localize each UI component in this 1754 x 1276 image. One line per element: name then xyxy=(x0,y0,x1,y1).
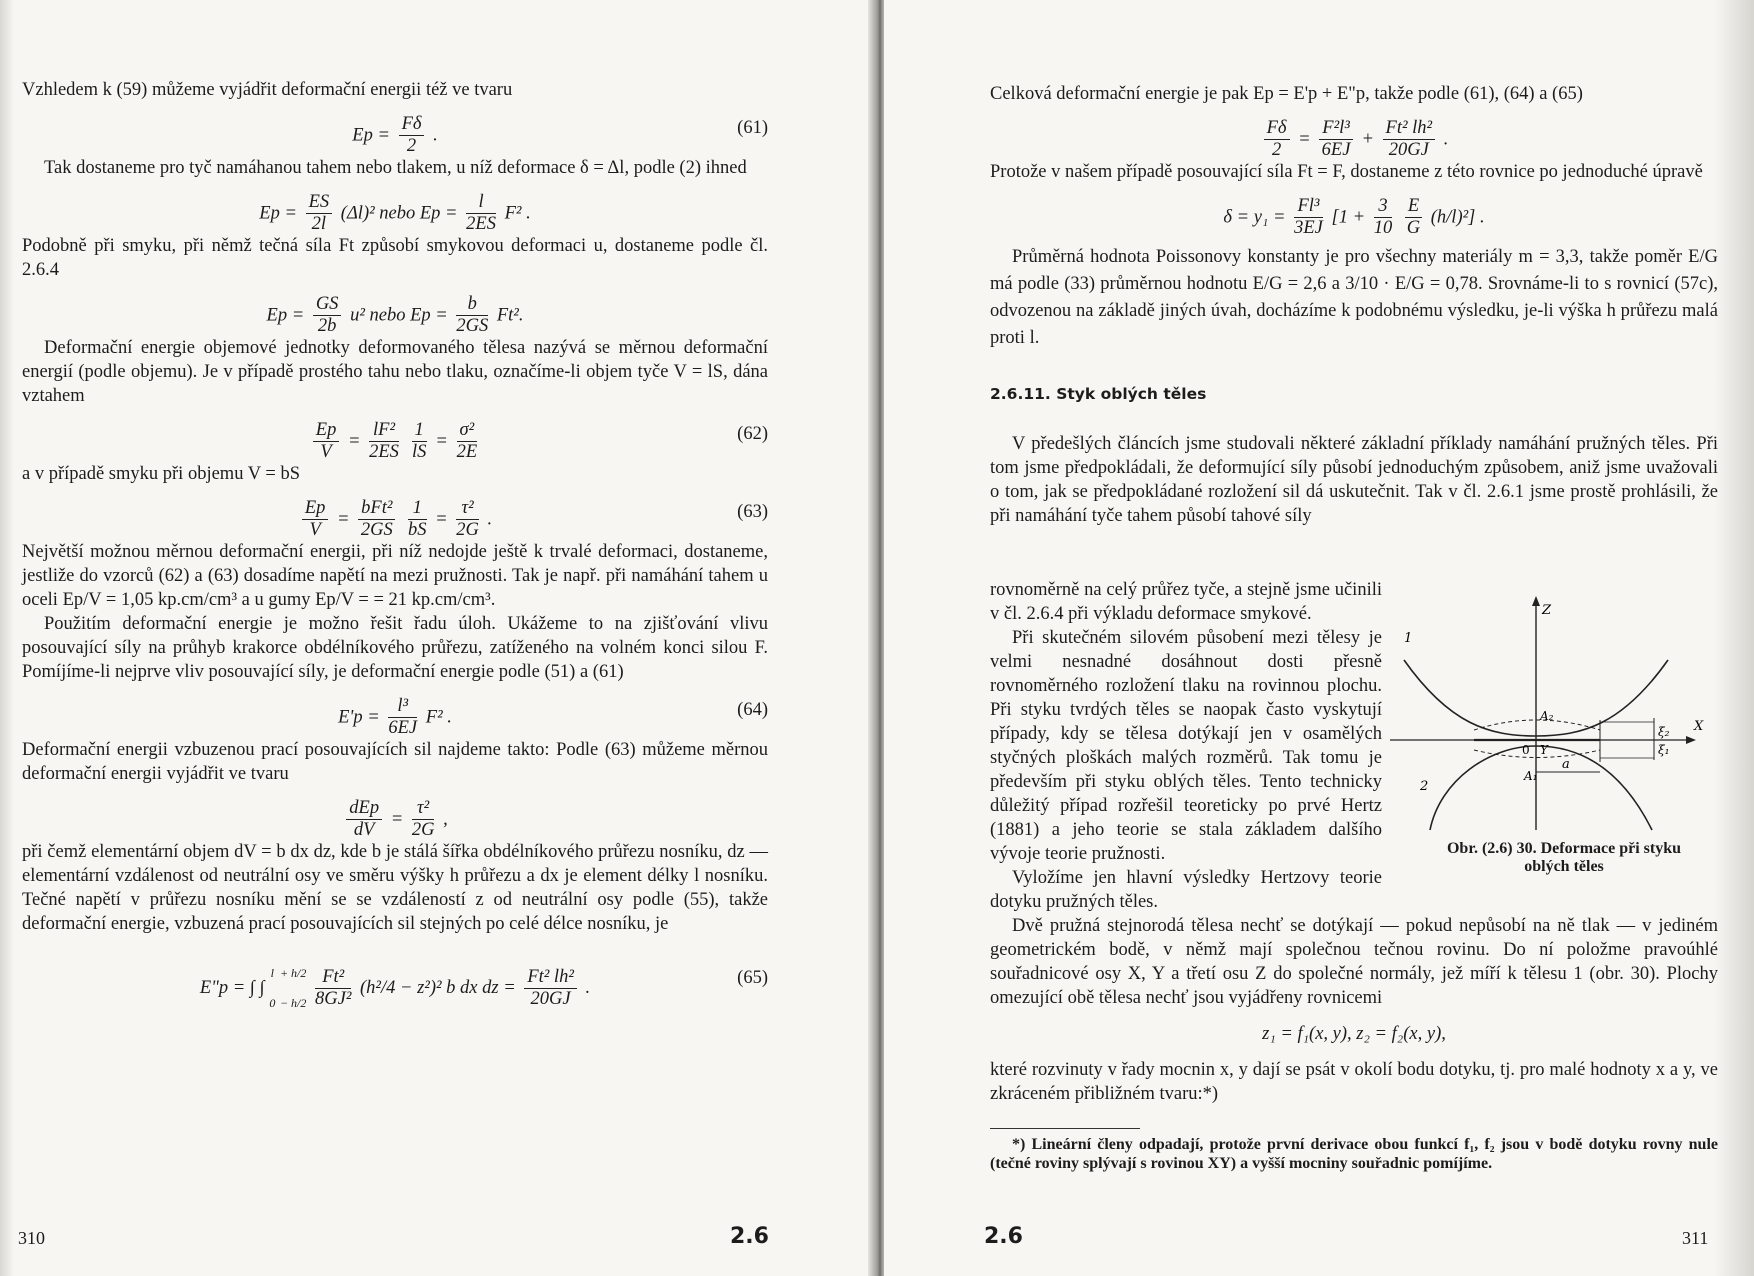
right-text-column-narrow xyxy=(990,578,1382,914)
equation-number: (61) xyxy=(737,118,768,138)
paragraph: Dvě pružná stejnorodá tělesa nechť se dotýkají — pokud nepůsobí na ně tlak — v jediném geometrickém bodě, v němž mají společnou tečnou rovinu. Do ní položme pravoúhlé souřadnicové osy X, Y a třetí osu Z do společné normály, jež míří k tělesu 1 (obr. 30). Plochy omezující obě tělesa nechť jsou vyjádřeny rovnicemi xyxy=(990,916,1718,1008)
figure-contact xyxy=(1390,590,1720,876)
paragraph: Průměrná hodnota Poissonovy konstanty je pro všechny materiály m = 3,3, takže poměr E/G má podle (33) průměrnou hodnotu E/G = 2,6 a 3/10 · E/G = 0,78. Srovnáme-li to s rovnicí (57c), odvozenou na základě jiných úvah, docházíme k podobnému výsledku, je-li výška h průřezu malá proti l. xyxy=(990,247,1718,348)
z-axis-arrow xyxy=(1532,596,1540,606)
equation-62 xyxy=(22,408,768,462)
paragraph: rovnoměrně na celý průřez tyče, a stejně jsme učinili v čl. 2.6.4 při výkladu deformace smykové. xyxy=(990,580,1382,624)
fraction: $\frac{ES}{2l}$ xyxy=(306,192,333,235)
equation-mid: (Δl)² nebo Ep = xyxy=(340,203,458,224)
paragraph: Deformační energie objemové jednotky deformovaného tělesa nazývá se měrnou deformační energií (podle objemu). Je v případě prostého tahu nebo tlaku, označíme-li objem tyče V = lS, dána vztahem xyxy=(22,338,768,406)
fraction: $\frac{\text{Fl³}}{3EJ}$ xyxy=(1294,196,1323,238)
equation-number: (62) xyxy=(737,424,768,444)
body-2-label: 2 xyxy=(1420,779,1429,794)
equation-tail: F² . xyxy=(504,203,531,224)
equals-sign: = xyxy=(390,809,404,830)
fraction: $\frac{1}{lS}$ xyxy=(411,420,427,462)
equation-tail: , xyxy=(443,809,448,830)
footnote-rule xyxy=(990,1128,1140,1129)
equation-lhs: δ = y₁ = xyxy=(1223,207,1286,228)
fraction: $\frac{\text{dEp}}{dV}$ xyxy=(346,798,382,841)
integral-limits: + h/2 − h/2 xyxy=(279,966,307,1010)
paragraph: Podobně při smyku, při němž tečná síla Ft způsobí smykovou deformaci u, dostaneme podle čl. 2.6.4 xyxy=(22,236,768,280)
equation-number: (65) xyxy=(737,968,768,988)
xi2-label: ξ₂ xyxy=(1658,725,1670,739)
equation-tail: . xyxy=(1443,129,1449,150)
fraction: $\frac{\text{l³}}{6EJ}$ xyxy=(388,696,418,738)
contact-deformation-diagram xyxy=(1390,590,1720,840)
z-axis-label: Z xyxy=(1542,603,1552,618)
fraction: $\frac{\text{F²l³}}{6EJ}$ xyxy=(1319,118,1353,161)
paragraph: Celková deformační energie je pak Ep = E'p + E"p, takže podle (61), (64) a (65) xyxy=(990,84,1583,104)
figure-caption: Obr. (2.6) 30. Deformace při styku oblých těles xyxy=(1446,840,1682,875)
equation-lhs: Ep = xyxy=(266,305,305,326)
equation-lhs: Ep = xyxy=(259,203,297,224)
x-axis-arrow xyxy=(1686,736,1696,744)
fraction: $\frac{\text{Ft² lh²}}{20GJ}$ xyxy=(524,967,577,1010)
dimension-a-label: a xyxy=(1562,757,1570,772)
equation-total-energy xyxy=(990,106,1718,160)
equation-tail: Ft². xyxy=(496,305,524,326)
paragraph: Protože v našem případě posouvající síla Ft = F, dostaneme z této rovnice po jednoduché úpravě xyxy=(990,162,1703,182)
origin-label: 0 xyxy=(1522,743,1530,757)
equation-shear xyxy=(22,282,768,336)
page-number: 311 xyxy=(1682,1228,1709,1248)
equation-61 xyxy=(22,102,768,156)
paragraph: Použitím deformační energie je možno řešit řadu úloh. Ukážeme to na zjišťování vlivu posouvající síly na průhyb krakorce obdélníkového průřezu, zatíženého na volném konci silou F. Pomíjíme-li nejprve vliv posouvající síly, je deformační energie podle (51) a (61) xyxy=(22,614,768,682)
page-edge-shade xyxy=(0,0,14,1276)
equation-surfaces: z₁ = f₁(x, y), z₂ = f₂(x, y), xyxy=(1262,1024,1446,1044)
fraction: $\frac{E}{G}$ xyxy=(1406,196,1421,238)
equation-65 xyxy=(22,936,768,1020)
contact-curve-upper xyxy=(1474,720,1600,730)
footnote: *) Lineární členy odpadají, protože první derivace obou funkcí f₁, f₂ jsou v bodě dotyku rovny nule (tečné roviny splývají s rovinou XY) a vyšší mocniny souřadnic pomíjíme. xyxy=(990,1136,1718,1172)
left-text-column xyxy=(22,78,768,1020)
paragraph: Vyložíme jen hlavní výsledky Hertzovy teorie dotyku pružných těles. xyxy=(990,868,1382,912)
paragraph: Deformační energii vzbuzenou prací posouvajících sil najdeme takto: Podle (63) můžeme měrnou deformační energii vyjádřit ve tvaru xyxy=(22,740,768,784)
equation-tail: . xyxy=(433,125,438,146)
equation-tail: . xyxy=(487,509,493,530)
page-number: 310 xyxy=(18,1228,45,1248)
equals-sign: = xyxy=(1298,129,1311,150)
fraction: $\frac{\text{τ²}}{2G}$ xyxy=(456,498,479,540)
right-text-column-top xyxy=(990,82,1718,528)
fraction: $\frac{F\delta}{2}$ xyxy=(399,114,425,157)
paragraph: a v případě smyku při objemu V = bS xyxy=(22,464,300,484)
fraction: $\frac{l}{2ES}$ xyxy=(466,192,496,234)
right-page xyxy=(884,0,1754,1276)
equation-lhs: E"p = ∫ ∫ xyxy=(199,978,265,998)
equation-tail: . xyxy=(585,978,591,998)
integral-limits: l 0 xyxy=(269,966,276,1010)
paragraph: při čemž elementární objem dV = b dx dz, kde b je stálá šířka obdélníkového průřezu nosníku, dz — elementární vzdálenost od neutrální osy ve směru výšky h průřezu a dx je element délky l nosníku. Tečné napětí v průřezu nosníku mění se se vzdáleností z od neutrální osy podle (55), takže deformační energie, vzbuzená prací posouvajících sil stejných po celé délce nosníku, je xyxy=(22,842,768,934)
equation-number: (63) xyxy=(737,502,768,522)
equation-lhs: E'p = xyxy=(338,707,380,728)
fraction: $\frac{Ep}{V}$ xyxy=(302,498,329,541)
page-edge-shade xyxy=(1714,0,1754,1276)
equals-sign: = xyxy=(435,431,448,452)
paragraph: Při skutečném silovém působení mezi tělesy je velmi nesnadné dosáhnout dosti přesně rovnoměrného rozložení tlaku na rovinnou plochu. Při styku tvrdých těles se naopak často vyskytují případy, kdy se tělesa dotýkají jen v osamělých styčných ploškách malých rozměrů. Tak tomu je především při styku oblých těles. Tento technicky důležitý případ rozřešil teoreticky po prvé Hertz (1881) a jeho teorie se stala základem dalšího vývoje teorie pružnosti. xyxy=(990,628,1382,864)
fraction: $\frac{b}{2GS}$ xyxy=(456,294,489,336)
paragraph: Vzhledem k (59) můžeme vyjádřit deformační energii též ve tvaru xyxy=(22,80,513,100)
equation-number: (64) xyxy=(737,700,768,720)
section-heading: 2.6.11. Styk oblých těles xyxy=(990,385,1207,403)
body-1-label: 1 xyxy=(1404,631,1413,646)
fraction: $\frac{\text{τ²}}{2G}$ xyxy=(411,798,435,840)
equation-tension xyxy=(22,180,768,234)
fraction: $\frac{GS}{2b}$ xyxy=(313,294,342,337)
body-2-surface xyxy=(1430,746,1652,830)
left-page xyxy=(0,0,872,1276)
y-axis-label: Y xyxy=(1540,743,1548,757)
equation-deflection xyxy=(990,184,1718,244)
equation-tail: F² . xyxy=(425,707,452,728)
paragraph: Největší možnou měrnou deformační energii, při níž nedojde ještě k trvalé deformaci, dostaneme, jestliže do vzorců (62) a (63) dosadíme napětí na mezi pružnosti. Tak je např. při namáhání tahem u oceli Ep/V = 1,05 kp.cm/cm³ a u gumy Ep/V = = 21 kp.cm/cm³. xyxy=(22,542,768,610)
equation-mid: (h/l)²] xyxy=(1430,207,1476,228)
fraction: $\frac{F\delta}{2}$ xyxy=(1264,118,1290,161)
fraction: $\frac{\text{lF²}}{2ES}$ xyxy=(369,420,399,462)
fraction: $\frac{\text{σ²}}{2E}$ xyxy=(456,420,478,462)
right-text-column-bottom xyxy=(990,914,1718,1173)
fraction: $\frac{3}{10}$ xyxy=(1373,196,1393,238)
equation-differential xyxy=(22,786,768,840)
equation-tail: . xyxy=(1479,207,1485,228)
equation-mid: u² nebo Ep = xyxy=(350,305,448,326)
equals-sign: = xyxy=(347,431,361,452)
contact-curve-lower xyxy=(1474,750,1600,758)
fraction: $\frac{\text{bFt²}}{2GS}$ xyxy=(358,498,395,541)
point-a1-label: A₁ xyxy=(1524,769,1538,783)
plus-sign: + xyxy=(1361,129,1374,150)
bracket: [1 + xyxy=(1331,207,1366,228)
equation-mid: (h²/4 − z²)² b dx dz = xyxy=(360,978,516,998)
section-marker: 2.6 xyxy=(984,1224,1023,1249)
point-a2-label: A₂ xyxy=(1540,709,1554,723)
xi1-label: ξ₁ xyxy=(1658,743,1670,757)
paragraph: V předešlých článcích jsme studovali některé základní příklady namáhání pružných těles. Při tom jsme předpokládali, že deformující síly působí jednoduchým způsobem, aniž jsme uvažovali o tom, jak se předpokládané rozložení sil dá uskutečnit. Tak v čl. 2.6.1 jsme prostě prohlásili, že při namáhání tyče tahem působí tahové síly xyxy=(990,434,1718,526)
fraction: $\frac{1}{bS}$ xyxy=(408,498,427,540)
equation-64 xyxy=(22,684,768,738)
fraction: $\frac{\text{Ft² lh²}}{20GJ}$ xyxy=(1383,118,1436,161)
equals-sign: = xyxy=(435,509,448,530)
equation-lhs: Ep = xyxy=(352,125,390,146)
x-axis-label: X xyxy=(1694,719,1704,734)
fraction: $\frac{Ep}{V}$ xyxy=(313,420,340,463)
equation-63 xyxy=(22,486,768,540)
fraction: $\frac{\text{Ft²}}{\text{8GJ²}}$ xyxy=(315,966,352,1009)
paragraph: které rozvinuty v řady mocnin x, y dají se psát v okolí bodu dotyku, tj. pro malé hodnoty x a y, ve zkráceném přibližném tvaru:*) xyxy=(990,1060,1718,1104)
equals-sign: = xyxy=(337,509,350,530)
section-marker: 2.6 xyxy=(730,1224,769,1249)
paragraph: Tak dostaneme pro tyč namáhanou tahem nebo tlakem, u níž deformace δ = Δl, podle (2) ihned xyxy=(44,158,747,178)
